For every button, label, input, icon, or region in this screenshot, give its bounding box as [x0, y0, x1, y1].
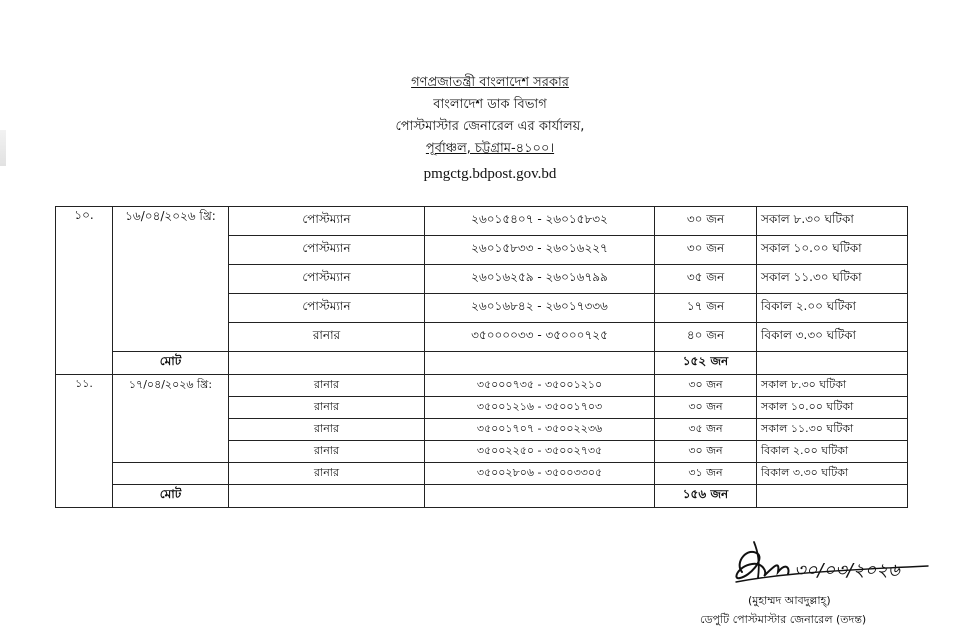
post-cell: পোস্টম্যান: [229, 265, 425, 294]
empty-cell: [757, 485, 908, 508]
post-cell: পোস্টম্যান: [229, 236, 425, 265]
date-cell: ১৬/০৪/২০২৬ খ্রি:: [113, 207, 229, 352]
empty-cell: [229, 352, 425, 375]
count-cell: ৩০ জন: [655, 375, 757, 397]
total-row: [56, 485, 908, 508]
roll-range-cell: ৩৫০০০৭৩৫ - ৩৫০০১২১০: [425, 375, 655, 397]
count-cell: ১৭ জন: [655, 294, 757, 323]
post-cell: রানার: [229, 375, 425, 397]
time-cell: সকাল ১০.০০ ঘটিকা: [757, 236, 908, 265]
table-row: [56, 463, 908, 485]
post-cell: রানার: [229, 441, 425, 463]
serial-cell: ১০.: [56, 207, 113, 375]
roll-range-cell: ২৬০১৫৪০৭ - ২৬০১৫৮৩২: [425, 207, 655, 236]
signatory-name: (মুহাম্মদ আবদুল্লাহ্): [748, 594, 831, 607]
empty-cell: [757, 352, 908, 375]
letterhead: [360, 72, 620, 185]
serial-cell: ১১.: [56, 375, 113, 508]
time-cell: বিকাল ২.০০ ঘটিকা: [757, 441, 908, 463]
signature-scribble: [728, 532, 938, 594]
post-cell: পোস্টম্যান: [229, 294, 425, 323]
roll-range-cell: ৩৫০০১৭০৭ - ৩৫০০২২৩৬: [425, 419, 655, 441]
empty-cell: [425, 485, 655, 508]
post-cell: রানার: [229, 419, 425, 441]
roll-range-cell: ২৬০১৬৮৪২ - ২৬০১৭৩৩৬: [425, 294, 655, 323]
table-row: [56, 207, 908, 236]
count-cell: ৩০ জন: [655, 207, 757, 236]
count-cell: ৩০ জন: [655, 441, 757, 463]
office-website: pmgctg.bdpost.gov.bd: [423, 166, 557, 182]
post-cell: রানার: [229, 463, 425, 485]
total-count: ১৫৬ জন: [655, 485, 757, 508]
empty-cell: [229, 485, 425, 508]
empty-cell: [425, 352, 655, 375]
count-cell: ৩৫ জন: [655, 265, 757, 294]
department-name: বাংলাদেশ ডাক বিভাগ: [433, 97, 547, 112]
total-label: মোট: [113, 352, 229, 375]
roll-range-cell: ৩৫০০১২১৬ - ৩৫০০১৭০৩: [425, 397, 655, 419]
count-cell: ৪০ জন: [655, 323, 757, 352]
roll-range-cell: ৩৫০০২২৫০ - ৩৫০০২৭৩৫: [425, 441, 655, 463]
post-cell: রানার: [229, 323, 425, 352]
total-count: ১৫২ জন: [655, 352, 757, 375]
schedule-table: [55, 206, 908, 508]
count-cell: ৩০ জন: [655, 236, 757, 265]
post-cell: পোস্টম্যান: [229, 207, 425, 236]
count-cell: ৩০ জন: [655, 397, 757, 419]
time-cell: সকাল ১১.৩০ ঘটিকা: [757, 265, 908, 294]
time-cell: সকাল ১১.৩০ ঘটিকা: [757, 419, 908, 441]
post-cell: রানার: [229, 397, 425, 419]
govt-name: গণপ্রজাতন্ত্রী বাংলাদেশ সরকার: [411, 75, 569, 90]
total-label: মোট: [113, 485, 229, 508]
signatory-designation: ডেপুটি পোস্টমাস্টার জেনারেল (তদন্ত): [700, 613, 867, 626]
office-name: পোস্টমাস্টার জেনারেল এর কার্যালয়,: [395, 119, 585, 134]
count-cell: ৩১ জন: [655, 463, 757, 485]
count-cell: ৩৫ জন: [655, 419, 757, 441]
roll-range-cell: ২৬০১৬২৫৯ - ২৬০১৬৭৯৯: [425, 265, 655, 294]
table-row: [56, 375, 908, 397]
total-row: [56, 352, 908, 375]
time-cell: বিকাল ২.০০ ঘটিকা: [757, 294, 908, 323]
roll-range-cell: ২৬০১৫৮৩৩ - ২৬০১৬২২৭: [425, 236, 655, 265]
date-cell: ১৭/০৪/২০২৬ খ্রি:: [113, 375, 229, 463]
time-cell: সকাল ৮.৩০ ঘটিকা: [757, 207, 908, 236]
empty-cell: [113, 463, 229, 485]
time-cell: বিকাল ৩.৩০ ঘটিকা: [757, 463, 908, 485]
roll-range-cell: ৩৫০০২৮০৬ - ৩৫০০৩৩০৫: [425, 463, 655, 485]
office-address: পূর্বাঞ্চল, চট্টগ্রাম-৪১০০।: [425, 141, 555, 156]
roll-range-cell: ৩৫০০০০৩৩ - ৩৫০০০৭২৫: [425, 323, 655, 352]
time-cell: সকাল ১০.০০ ঘটিকা: [757, 397, 908, 419]
time-cell: সকাল ৮.৩০ ঘটিকা: [757, 375, 908, 397]
signature-date: ৩০/০৩/২০২৬: [794, 560, 900, 581]
scan-edge-shadow: [0, 130, 6, 166]
time-cell: বিকাল ৩.৩০ ঘটিকা: [757, 323, 908, 352]
